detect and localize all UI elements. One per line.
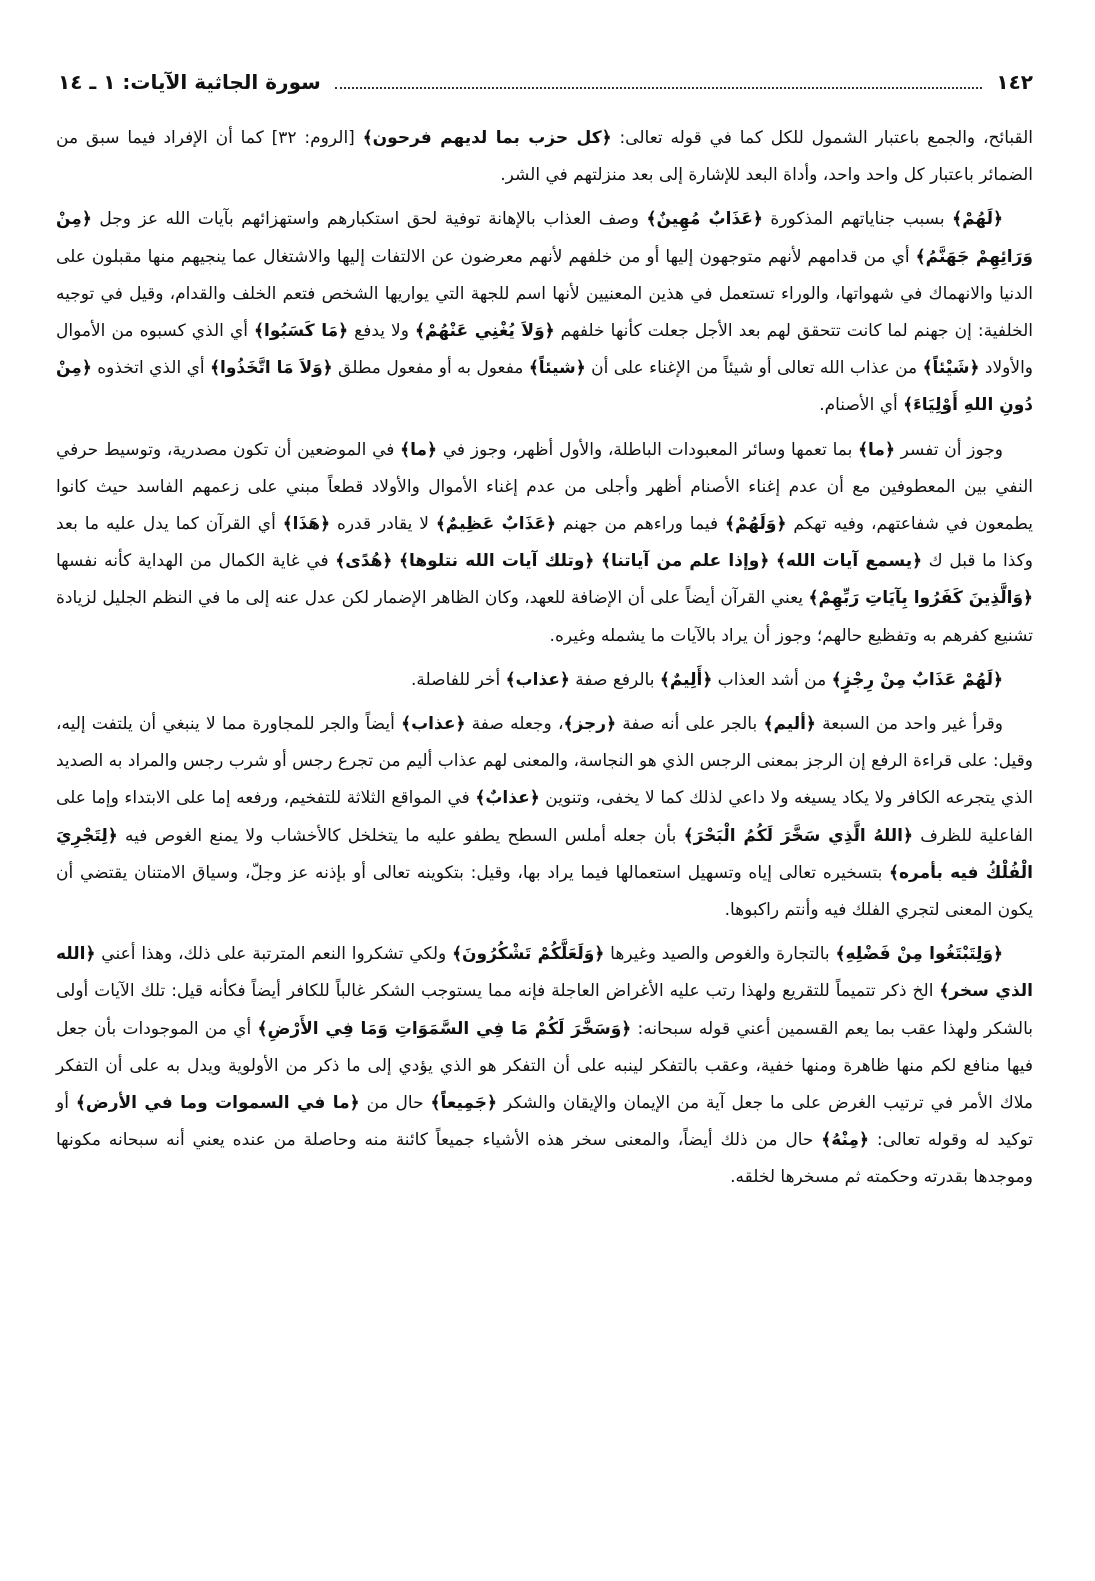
quran-quote: ﴿جَمِيعاً﴾ xyxy=(430,1093,498,1114)
quran-quote: ﴿وَلاَ يُغْنِي عَنْهُمْ﴾ xyxy=(415,321,555,342)
quran-quote: ﴿عذاب﴾ xyxy=(505,669,570,690)
quran-quote: ﴿أليم﴾ xyxy=(763,714,816,735)
running-title: سورة الجاثية الآيات: ١ ـ ١٤ xyxy=(58,70,321,94)
quran-quote: ﴿عَذَابٌ مُهِينٌ﴾ xyxy=(646,209,763,230)
paragraph-2: ﴿لَهُمْ﴾ بسبب جناياتهم المذكورة ﴿عَذَابٌ مُهِينٌ﴾ وصف العذاب بالإهانة توفية لحق استكبارهم واستهزائهم بآيات الله عز وجل ﴿مِنْ وَرَائِهِمْ جَهَنَّمُ﴾ أي من قدامهم لأنهم متوجهون إليها أو من خلفهم لأنهم معرضون عن الالتفات إليها والاشتغال عما ينجيهم منها مقبلون على الدنيا والانهماك في شهواتها، والوراء تستعمل في هذين المعنيين لأنها اسم للجهة التي يواريها الشخص فتعم الخلف والقدام، وقيل في توجيه الخلفية: إن جهنم لما كانت تتحقق لهم بعد الأجل جعلت كأنها خلفهم ﴿وَلاَ يُغْنِي عَنْهُمْ﴾ ولا يدفع ﴿مَا كَسَبُوا﴾ أي الذي كسبوه من الأموال والأولاد ﴿شَيْئاً﴾ من عذاب الله تعالى أو شيئاً من الإغناء على أن ﴿شيئاً﴾ مفعول به أو مفعول مطلق ﴿وَلاَ مَا اتَّخَذُوا﴾ أي الذي اتخذوه ﴿مِنْ دُونِ اللهِ أَوْلِيَاءَ﴾ أي الأصنام. xyxy=(56,209,1034,416)
quran-quote: ﴿مِنْهُ﴾ xyxy=(821,1130,869,1151)
quran-quote: ﴿كل حزب بما لديهم فرحون﴾ xyxy=(362,128,612,148)
paragraph-1: القبائح، والجمع باعتبار الشمول للكل كما في قوله تعالى: ﴿كل حزب بما لديهم فرحون﴾ [الروم: ٣٢] كما أن الإفراد فيما سبق من الضمائر باعتبار كل واحد واحد، وأداة البعد للإشارة إلى بعد منزلتهم في الشر. xyxy=(56,128,1034,186)
quran-quote: ﴿عذابٌ﴾ xyxy=(475,788,540,809)
quran-quote: ﴿مَا كَسَبُوا﴾ xyxy=(254,321,349,342)
header-dotted-leader xyxy=(335,73,983,89)
page-header xyxy=(58,70,1033,104)
quran-quote: ﴿وإذا علم من آياتنا﴾ xyxy=(601,551,770,572)
quran-quote: ﴿وَلِتَبْتَغُوا مِنْ فَضْلِهِ﴾ xyxy=(835,944,1003,965)
paragraph-3: وجوز أن تفسر ﴿ما﴾ بما تعمها وسائر المعبودات الباطلة، والأول أظهر، وجوز في ﴿ما﴾ في الموضعين أن تكون مصدرية، وتوسيط حرفي النفي بين المعطوفين مع أن عدم إغناء الأصنام أظهر وأجلى من عدم إغناء الأموال والأولاد قطعاً مبني على زعمهم الفاسد حيث كانوا يطمعون في شفاعتهم، وفيه تهكم ﴿وَلَهُمْ﴾ فيما وراءهم من جهنم ﴿عَذَابٌ عَظِيمٌ﴾ لا يقادر قدره ﴿هَذَا﴾ أي القرآن كما يدل عليه ما بعد وكذا ما قبل ك ﴿يسمع آيات الله﴾ ﴿وإذا علم من آياتنا﴾ ﴿وتلك آيات الله نتلوها﴾ ﴿هُدًى﴾ في غاية الكمال من الهداية كأنه نفسها ﴿وَالَّذِينَ كَفَرُوا بِآيَاتِ رَبِّهِمْ﴾ يعني القرآن أيضاً على أن الإضافة للعهد، وكان الظاهر الإضمار لكن عدل عنه إلى ما في النظم الجليل لزيادة تشنيع كفرهم به وتفظيع حالهم؛ وجوز أن يراد بالآيات ما يشمله وغيره. xyxy=(56,439,1033,646)
quran-quote: ﴿هَذَا﴾ xyxy=(282,514,331,535)
quran-quote: ﴿وتلك آيات الله نتلوها﴾ xyxy=(399,551,595,572)
quran-quote: ﴿يسمع آيات الله﴾ xyxy=(775,551,923,572)
page-number: ١٤٢ xyxy=(996,70,1033,94)
page-body xyxy=(56,120,1033,1204)
quran-quote: ﴿هُدًى﴾ xyxy=(335,551,393,572)
quran-quote: ﴿وَلَهُمْ﴾ xyxy=(724,514,787,535)
quran-quote: ﴿وَلَعَلَّكُمْ تَشْكُرُونَ﴾ xyxy=(452,944,605,965)
quran-quote: ﴿وَالَّذِينَ كَفَرُوا بِآيَاتِ رَبِّهِمْ﴾ xyxy=(808,588,1033,609)
quran-quote: ﴿ما﴾ xyxy=(400,439,437,460)
quran-quote: ﴿مِنْ وَرَائِهِمْ جَهَنَّمُ﴾ xyxy=(56,209,1033,267)
quran-quote: ﴿أَلِيمٌ﴾ xyxy=(659,669,713,690)
quran-quote: ﴿وَلاَ مَا اتَّخَذُوا﴾ xyxy=(210,358,333,379)
quran-quote: ﴿لِتَجْرِيَ الْفُلْكُ فيه بأمره﴾ xyxy=(56,825,1033,883)
quran-quote: ﴿ما في السموات وما في الأرض﴾ xyxy=(75,1093,360,1114)
quran-quote: ﴿مِنْ دُونِ اللهِ أَوْلِيَاءَ﴾ xyxy=(56,358,1033,416)
quran-quote: ﴿رجز﴾ xyxy=(563,714,617,735)
quran-quote: ﴿وَسَخَّرَ لَكُمْ مَا فِي السَّمَوَاتِ وَمَا فِي الأَرْضِ﴾ xyxy=(257,1018,632,1039)
paragraph-6: ﴿وَلِتَبْتَغُوا مِنْ فَضْلِهِ﴾ بالتجارة والغوص والصيد وغيرها ﴿وَلَعَلَّكُمْ تَشْكُرُونَ﴾ ولكي تشكروا النعم المترتبة على ذلك، وهذا أعني ﴿الله الذي سخر﴾ الخ ذكر تتميماً للتقريع ولهذا رتب عليه الأغراض العاجلة فإنه مما يستوجب الشكر غالباً للكافر أيضاً فكأنه قيل: تلك الآيات أولى بالشكر ولهذا عقب بما يعم القسمين أعني قوله سبحانه: ﴿وَسَخَّرَ لَكُمْ مَا فِي السَّمَوَاتِ وَمَا فِي الأَرْضِ﴾ أي من الموجودات بأن جعل فيها منافع لكم منها ظاهرة ومنها خفية، وعقب بالتفكر لينبه على أن التفكر هو الذي يؤدي إلى ما ذكر من الأولوية ويدل به على أن التفكر ملاك الأمر في ترتيب الغرض على ما جعل آية من الإيمان والإيقان والشكر ﴿جَمِيعاً﴾ حال من ﴿ما في السموات وما في الأرض﴾ أو توكيد له وقوله تعالى: ﴿مِنْهُ﴾ حال من ذلك أيضاً، والمعنى سخر هذه الأشياء جميعاً كائنة منه وحاصلة من عنده يعني أنه سبحانه مكونها وموجدها بقدرته وحكمته ثم مسخرها لخلقه. xyxy=(56,944,1034,1188)
paragraph-4: ﴿لَهُمْ عَذَابٌ مِنْ رِجْزٍ﴾ من أشد العذاب ﴿أَلِيمٌ﴾ بالرفع صفة ﴿عذاب﴾ أخر للفاصلة. xyxy=(411,669,1003,690)
quran-quote: ﴿الله الذي سخر﴾ xyxy=(56,944,1033,1002)
quran-quote: ﴿عذاب﴾ xyxy=(401,714,466,735)
quran-quote: ﴿شيئاً﴾ xyxy=(528,358,586,379)
quran-quote: ﴿ما﴾ xyxy=(858,439,895,460)
quran-quote: ﴿شَيْئاً﴾ xyxy=(922,358,980,379)
paragraph-5: وقرأ غير واحد من السبعة ﴿أليم﴾ بالجر على أنه صفة ﴿رجز﴾، وجعله صفة ﴿عذاب﴾ أيضاً والجر للمجاورة مما لا ينبغي أن يلتفت إليه، وقيل: على قراءة الرفع إن الرجز بمعنى الرجس الذي هو النجاسة، والمعنى لهم عذاب أليم من تجرع رجس أو شرب رجس والمراد به الصديد الذي يتجرعه الكافر ولا يكاد يسيغه ولا داعي لذلك كما لا يخفى، وتنوين ﴿عذابٌ﴾ في المواقع الثلاثة للتفخيم، ورفعه إما على الابتداء وإما على الفاعلية للظرف ﴿اللهُ الَّذِي سَخَّرَ لَكُمُ الْبَحْرَ﴾ بأن جعله أملس السطح يطفو عليه ما يتخلخل كالأخشاب ولا يمنع الغوص فيه ﴿لِتَجْرِيَ الْفُلْكُ فيه بأمره﴾ بتسخيره تعالى إياه وتسهيل استعمالها فيما يراد بها، وقيل: بتكوينه تعالى أو بإذنه عز وجلّ، وسياق الامتنان يقتضي أن يكون المعنى لتجري الفلك فيه وأنتم راكبوها. xyxy=(56,714,1033,921)
quran-quote: ﴿لَهُمْ﴾ xyxy=(952,209,1003,230)
quran-quote: ﴿لَهُمْ عَذَابٌ مِنْ رِجْزٍ﴾ xyxy=(831,669,1003,690)
quran-quote: ﴿عَذَابٌ عَظِيمٌ﴾ xyxy=(435,514,556,535)
quran-quote: ﴿اللهُ الَّذِي سَخَّرَ لَكُمُ الْبَحْرَ﴾ xyxy=(683,825,913,846)
